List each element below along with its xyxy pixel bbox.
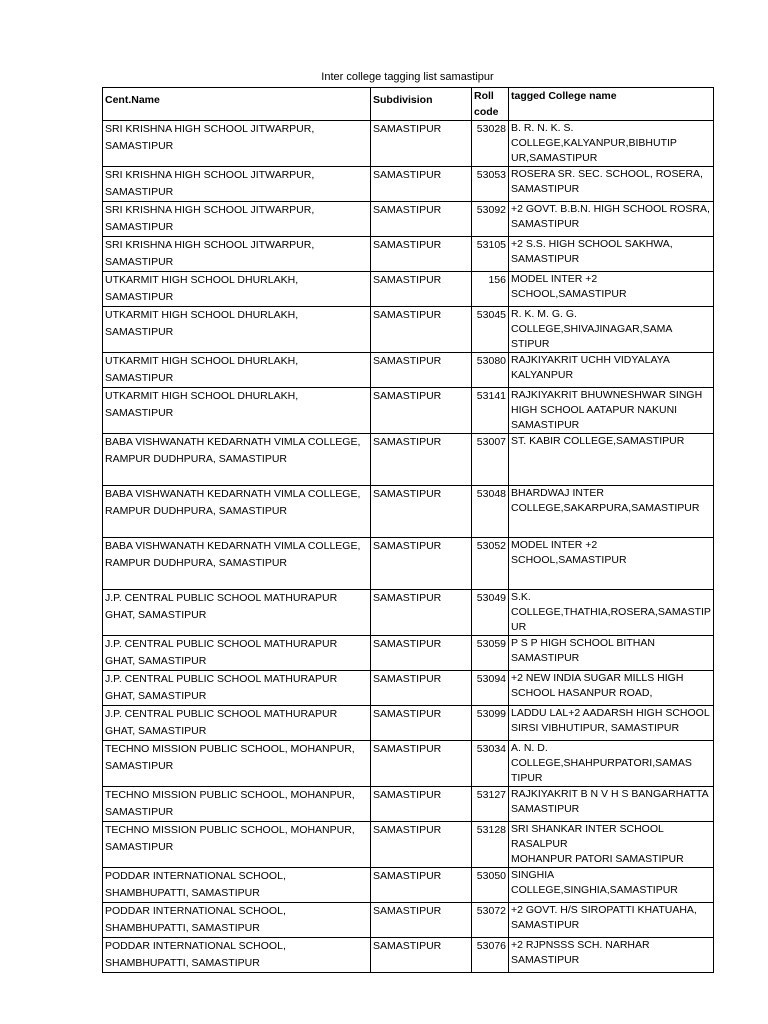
center-name-cell [103, 486, 371, 538]
header-roll-line2: code [474, 106, 499, 118]
center-name-cell-line: SHAMBHUPATTI, SAMASTIPUR [105, 922, 260, 934]
center-name-cell-line: GHAT, SAMASTIPUR [105, 655, 207, 667]
tagged-college-cell [509, 741, 714, 787]
table-row [103, 121, 714, 167]
tagging-table [102, 87, 714, 973]
subdivision-cell: SAMASTIPUR [371, 353, 472, 388]
roll-code-cell: 53007 [472, 434, 509, 486]
roll-code-cell: 53049 [472, 590, 509, 636]
tagged-college-cell-line: +2 NEW INDIA SUGAR MILLS HIGH [511, 672, 684, 684]
center-name-cell-line: J.P. CENTRAL PUBLIC SCHOOL MATHURAPUR [105, 638, 338, 650]
tagged-college-cell-line: SIRSI VIBHUTIPUR, SAMASTIPUR [511, 722, 680, 734]
center-name-cell-line: SRI KRISHNA HIGH SCHOOL JITWARPUR, [105, 169, 315, 181]
tagged-college-cell [509, 272, 714, 307]
subdivision-cell: SAMASTIPUR [371, 822, 472, 868]
center-name-cell-line: SAMASTIPUR [105, 140, 174, 152]
tagged-college-cell [509, 706, 714, 741]
center-name-cell [103, 636, 371, 671]
subdivision-cell: SAMASTIPUR [371, 121, 472, 167]
tagged-college-cell [509, 167, 714, 202]
tagged-college-cell-line: MODEL INTER +2 SCHOOL,SAMASTIPUR [511, 273, 627, 300]
subdivision-cell: SAMASTIPUR [371, 434, 472, 486]
subdivision-cell: SAMASTIPUR [371, 167, 472, 202]
subdivision-cell: SAMASTIPUR [371, 307, 472, 353]
table-row [103, 671, 714, 706]
subdivision-cell: SAMASTIPUR [371, 538, 472, 590]
subdivision-cell: SAMASTIPUR [371, 590, 472, 636]
tagged-college-cell [509, 822, 714, 868]
tagged-college-cell [509, 434, 714, 486]
center-name-cell-line: RAMPUR DUDHPURA, SAMASTIPUR [105, 453, 288, 465]
center-name-cell-line: SHAMBHUPATTI, SAMASTIPUR [105, 887, 260, 899]
roll-code-cell: 53128 [472, 822, 509, 868]
center-name-cell-line: SAMASTIPUR [105, 186, 174, 198]
center-name-cell-line: SAMASTIPUR [105, 760, 174, 772]
tagged-college-cell-line: S.K. COLLEGE,THATHIA,ROSERA,SAMASTIP [511, 591, 711, 618]
subdivision-cell: SAMASTIPUR [371, 787, 472, 822]
center-name-cell-line: SHAMBHUPATTI, SAMASTIPUR [105, 957, 260, 969]
tagged-college-cell-line: SRI SHANKAR INTER SCHOOL RASALPUR [511, 823, 664, 850]
roll-code-cell: 53099 [472, 706, 509, 741]
table-row [103, 741, 714, 787]
header-subdivision: Subdivision [371, 88, 472, 121]
roll-code-cell: 53080 [472, 353, 509, 388]
table-row [103, 272, 714, 307]
center-name-cell-line: SAMASTIPUR [105, 841, 174, 853]
center-name-cell-line: BABA VISHWANATH KEDARNATH VIMLA COLLEGE, [105, 540, 361, 552]
center-name-cell-line: PODDAR INTERNATIONAL SCHOOL, [105, 940, 286, 952]
table-row [103, 636, 714, 671]
tagged-college-cell-line: R. K. M. G. G. COLLEGE,SHIVAJINAGAR,SAMA [511, 308, 673, 335]
center-name-cell-line: BABA VISHWANATH KEDARNATH VIMLA COLLEGE, [105, 436, 361, 448]
tagged-college-cell-line: UR,SAMASTIPUR [511, 152, 598, 164]
center-name-cell [103, 706, 371, 741]
roll-code-cell: 156 [472, 272, 509, 307]
table-body [103, 121, 714, 973]
tagged-college-cell [509, 671, 714, 706]
tagged-college-cell [509, 538, 714, 590]
roll-code-cell: 53052 [472, 538, 509, 590]
tagged-college-cell [509, 121, 714, 167]
center-name-cell [103, 353, 371, 388]
table-row [103, 590, 714, 636]
tagged-college-cell [509, 787, 714, 822]
tagged-college-cell-line: B. R. N. K. S. COLLEGE,KALYANPUR,BIBHUTIP [511, 122, 677, 149]
subdivision-cell: SAMASTIPUR [371, 938, 472, 973]
table-row [103, 486, 714, 538]
tagged-college-cell [509, 202, 714, 237]
roll-code-cell: 53072 [472, 903, 509, 938]
tagged-college-cell-line: COLLEGE,SAKARPURA,SAMASTIPUR [511, 502, 700, 514]
tagged-college-cell [509, 388, 714, 434]
center-name-cell-line: SRI KRISHNA HIGH SCHOOL JITWARPUR, [105, 204, 315, 216]
center-name-cell-line: SAMASTIPUR [105, 221, 174, 233]
subdivision-cell: SAMASTIPUR [371, 272, 472, 307]
header-tagged-college: tagged College name [509, 88, 714, 121]
center-name-cell [103, 671, 371, 706]
tagged-college-cell-line: SAMASTIPUR [511, 218, 580, 230]
table-row [103, 353, 714, 388]
center-name-cell [103, 307, 371, 353]
center-name-cell-line: UTKARMIT HIGH SCHOOL DHURLAKH, [105, 390, 299, 402]
center-name-cell-line: TECHNO MISSION PUBLIC SCHOOL, MOHANPUR, [105, 824, 355, 836]
center-name-cell [103, 434, 371, 486]
tagged-college-cell [509, 938, 714, 973]
tagged-college-cell-line: STIPUR [511, 338, 550, 350]
center-name-cell-line: SAMASTIPUR [105, 326, 174, 338]
center-name-cell-line: GHAT, SAMASTIPUR [105, 725, 207, 737]
center-name-cell [103, 903, 371, 938]
tagged-college-cell-line: KALYANPUR [511, 369, 574, 381]
roll-code-cell: 53094 [472, 671, 509, 706]
header-center-name: Cent.Name [103, 88, 371, 121]
tagged-college-cell-line: TIPUR [511, 772, 543, 784]
tagged-college-cell-line: +2 RJPNSSS SCH. NARHAR SAMASTIPUR [511, 939, 650, 966]
center-name-cell-line: TECHNO MISSION PUBLIC SCHOOL, MOHANPUR, [105, 743, 355, 755]
tagged-college-cell-line: LADDU LAL+2 AADARSH HIGH SCHOOL [511, 707, 710, 719]
tagged-college-cell [509, 237, 714, 272]
subdivision-cell: SAMASTIPUR [371, 868, 472, 903]
tagged-college-cell-line: UR [511, 621, 527, 633]
tagged-college-cell [509, 307, 714, 353]
tagged-college-cell [509, 636, 714, 671]
center-name-cell [103, 822, 371, 868]
center-name-cell [103, 202, 371, 237]
table-row [103, 237, 714, 272]
center-name-cell-line: RAMPUR DUDHPURA, SAMASTIPUR [105, 505, 288, 517]
center-name-cell-line: J.P. CENTRAL PUBLIC SCHOOL MATHURAPUR [105, 592, 338, 604]
table-row [103, 388, 714, 434]
tagged-college-cell [509, 868, 714, 903]
table-row [103, 868, 714, 903]
tagged-college-cell-line: SAMASTIPUR [511, 803, 580, 815]
roll-code-cell: 53053 [472, 167, 509, 202]
table-row [103, 434, 714, 486]
tagged-college-cell [509, 486, 714, 538]
center-name-cell [103, 388, 371, 434]
table-row [103, 822, 714, 868]
roll-code-cell: 53127 [472, 787, 509, 822]
tagged-college-cell-line: +2 GOVT. H/S SIROPATTI KHATUAHA, [511, 904, 697, 916]
subdivision-cell: SAMASTIPUR [371, 388, 472, 434]
header-roll-line1: Roll [474, 90, 494, 102]
center-name-cell-line: GHAT, SAMASTIPUR [105, 690, 207, 702]
center-name-cell-line: PODDAR INTERNATIONAL SCHOOL, [105, 870, 286, 882]
center-name-cell-line: RAMPUR DUDHPURA, SAMASTIPUR [105, 557, 288, 569]
tagged-college-cell-line: SAMASTIPUR [511, 183, 580, 195]
center-name-cell [103, 272, 371, 307]
tagged-college-cell-line: A. N. D. COLLEGE,SHAHPURPATORI,SAMAS [511, 742, 692, 769]
center-name-cell-line: BABA VISHWANATH KEDARNATH VIMLA COLLEGE, [105, 488, 361, 500]
subdivision-cell: SAMASTIPUR [371, 202, 472, 237]
tagged-college-cell-line: ST. KABIR COLLEGE,SAMASTIPUR [511, 435, 685, 447]
tagged-college-cell-line: HIGH SCHOOL AATAPUR NAKUNI [511, 404, 678, 416]
tagged-college-cell-line: +2 GOVT. B.B.N. HIGH SCHOOL ROSRA, [511, 203, 710, 215]
tagged-college-cell [509, 903, 714, 938]
center-name-cell [103, 237, 371, 272]
center-name-cell [103, 787, 371, 822]
table-row [103, 538, 714, 590]
center-name-cell [103, 167, 371, 202]
subdivision-cell: SAMASTIPUR [371, 636, 472, 671]
center-name-cell-line: GHAT, SAMASTIPUR [105, 609, 207, 621]
tagged-college-cell [509, 353, 714, 388]
table-row [103, 787, 714, 822]
table-row [103, 706, 714, 741]
center-name-cell [103, 938, 371, 973]
tagged-college-cell-line: +2 S.S. HIGH SCHOOL SAKHWA, [511, 238, 673, 250]
table-row [103, 938, 714, 973]
page-title: Inter college tagging list samastipur [321, 71, 494, 83]
subdivision-cell: SAMASTIPUR [371, 237, 472, 272]
center-name-cell-line: PODDAR INTERNATIONAL SCHOOL, [105, 905, 286, 917]
tagged-college-cell-line: RAJKIYAKRIT BHUWNESHWAR SINGH [511, 389, 703, 401]
center-name-cell-line: SAMASTIPUR [105, 256, 174, 268]
roll-code-cell: 53076 [472, 938, 509, 973]
table-row [103, 167, 714, 202]
subdivision-cell: SAMASTIPUR [371, 706, 472, 741]
center-name-cell [103, 538, 371, 590]
center-name-cell-line: SAMASTIPUR [105, 806, 174, 818]
table-row [103, 903, 714, 938]
tagged-college-cell-line: SAMASTIPUR [511, 919, 580, 931]
tagged-college-cell-line: SAMASTIPUR [511, 253, 580, 265]
roll-code-cell: 53092 [472, 202, 509, 237]
center-name-cell-line: J.P. CENTRAL PUBLIC SCHOOL MATHURAPUR [105, 673, 338, 685]
center-name-cell-line: J.P. CENTRAL PUBLIC SCHOOL MATHURAPUR [105, 708, 338, 720]
tagged-college-cell-line: SINGHIA COLLEGE,SINGHIA,SAMASTIPUR [511, 869, 678, 896]
table-header-row [103, 88, 714, 121]
tagged-college-cell-line: P S P HIGH SCHOOL BITHAN SAMASTIPUR [511, 637, 655, 664]
roll-code-cell: 53045 [472, 307, 509, 353]
tagged-college-cell [509, 590, 714, 636]
center-name-cell [103, 868, 371, 903]
roll-code-cell: 53034 [472, 741, 509, 787]
table-row [103, 202, 714, 237]
tagged-college-cell-line: MOHANPUR PATORI SAMASTIPUR [511, 853, 684, 865]
tagged-college-cell-line: SCHOOL HASANPUR ROAD, [511, 687, 653, 699]
subdivision-cell: SAMASTIPUR [371, 903, 472, 938]
center-name-cell-line: SRI KRISHNA HIGH SCHOOL JITWARPUR, [105, 123, 315, 135]
roll-code-cell: 53048 [472, 486, 509, 538]
center-name-cell-line: SAMASTIPUR [105, 407, 174, 419]
roll-code-cell: 53050 [472, 868, 509, 903]
tagged-college-cell-line: ROSERA SR. SEC. SCHOOL, ROSERA, [511, 168, 703, 180]
roll-code-cell: 53105 [472, 237, 509, 272]
roll-code-cell: 53059 [472, 636, 509, 671]
tagged-college-cell-line: BHARDWAJ INTER [511, 487, 604, 499]
center-name-cell-line: SAMASTIPUR [105, 291, 174, 303]
center-name-cell-line: TECHNO MISSION PUBLIC SCHOOL, MOHANPUR, [105, 789, 355, 801]
center-name-cell [103, 121, 371, 167]
center-name-cell-line: UTKARMIT HIGH SCHOOL DHURLAKH, [105, 309, 299, 321]
center-name-cell-line: UTKARMIT HIGH SCHOOL DHURLAKH, [105, 355, 299, 367]
table-row [103, 307, 714, 353]
tagged-college-cell-line: MODEL INTER +2 SCHOOL,SAMASTIPUR [511, 539, 627, 566]
center-name-cell-line: UTKARMIT HIGH SCHOOL DHURLAKH, [105, 274, 299, 286]
center-name-cell [103, 741, 371, 787]
subdivision-cell: SAMASTIPUR [371, 671, 472, 706]
subdivision-cell: SAMASTIPUR [371, 741, 472, 787]
center-name-cell-line: SRI KRISHNA HIGH SCHOOL JITWARPUR, [105, 239, 315, 251]
roll-code-cell: 53028 [472, 121, 509, 167]
tagged-college-cell-line: RAJKIYAKRIT B N V H S BANGARHATTA [511, 788, 709, 800]
center-name-cell [103, 590, 371, 636]
subdivision-cell: SAMASTIPUR [371, 486, 472, 538]
center-name-cell-line: SAMASTIPUR [105, 372, 174, 384]
tagged-college-cell-line: RAJKIYAKRIT UCHH VIDYALAYA [511, 354, 670, 366]
tagged-college-cell-line: SAMASTIPUR [511, 419, 580, 431]
header-roll-code [472, 88, 509, 121]
roll-code-cell: 53141 [472, 388, 509, 434]
